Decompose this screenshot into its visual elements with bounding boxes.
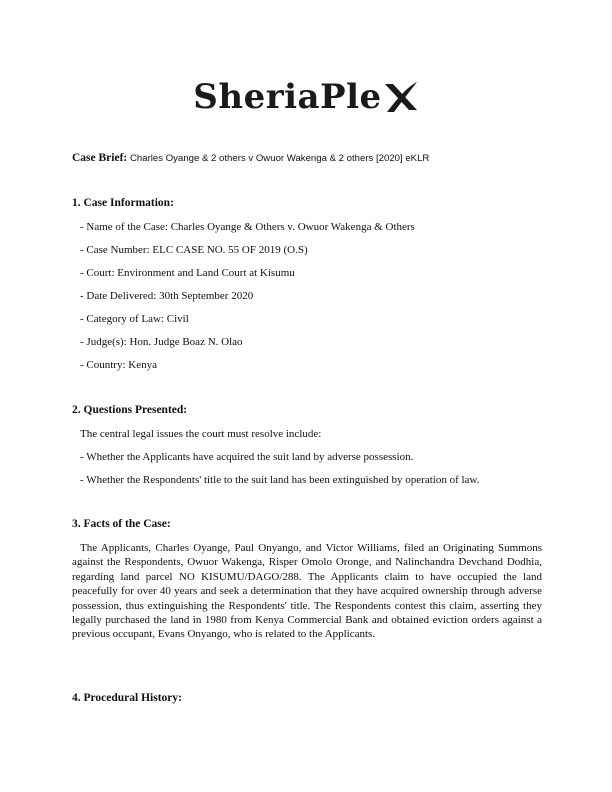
question-item-adverse-possession: - Whether the Applicants have acquired the suit land by adverse possession. [80,451,414,463]
logo-text: SheriaPle [193,77,382,117]
facts-paragraph: The Applicants, Charles Oyange, Paul Onyango, and Victor Williams, filed an Originating Summons against the Respondents, Owuor Wakenga, Risper Omolo Oronge, and Nalinchandra Devchand Dodhia, regarding land parcel NO KISUMU/DAGO/288. The Applicants claim to have occupied the land peacefully for over 40 years and seek a determination that they have acquired ownership through adverse possession, thus extinguishing the Respondents' title. The Respondents contest this claim, asserting they legally purchased the land in 1980 from Kenya Commercial Bank and obtained eviction orders against a previous occupant, Evans Onyango, who is related to the Applicants. [72,542,542,641]
facts-content [72,541,542,642]
case-brief-label: Case Brief: [72,152,128,164]
facts-section [72,517,542,531]
case-information-section [72,196,542,210]
procedural-history-section [72,691,542,705]
logo-x-mark-icon [383,80,419,114]
section-heading-facts: 3. Facts of the Case: [72,518,171,530]
sheriaplex-logo [0,72,612,122]
section-heading-case-information: 1. Case Information: [72,197,174,209]
case-info-item-court: - Court: Environment and Land Court at Kisumu [80,267,295,279]
questions-presented-section [72,403,542,417]
question-item-title-extinguished: - Whether the Respondents' title to the suit land has been extinguished by operation of law. [80,474,480,486]
case-brief-title: Charles Oyange & 2 others v Owuor Wakenga & 2 others [2020] eKLR [130,153,430,164]
section-heading-questions-presented: 2. Questions Presented: [72,404,188,416]
section-heading-procedural-history: 4. Procedural History: [72,692,182,704]
case-info-item-name: - Name of the Case: Charles Oyange & Others v. Owuor Wakenga & Others [80,221,415,233]
case-brief-line [72,152,429,164]
case-info-item-date: - Date Delivered: 30th September 2020 [80,290,254,302]
case-info-item-category: - Category of Law: Civil [80,313,189,325]
questions-intro: The central legal issues the court must resolve include: [80,428,322,440]
case-info-item-country: - Country: Kenya [80,359,157,371]
case-info-item-number: - Case Number: ELC CASE NO. 55 OF 2019 (O.S) [80,244,308,256]
case-info-item-judges: - Judge(s): Hon. Judge Boaz N. Olao [80,336,243,348]
